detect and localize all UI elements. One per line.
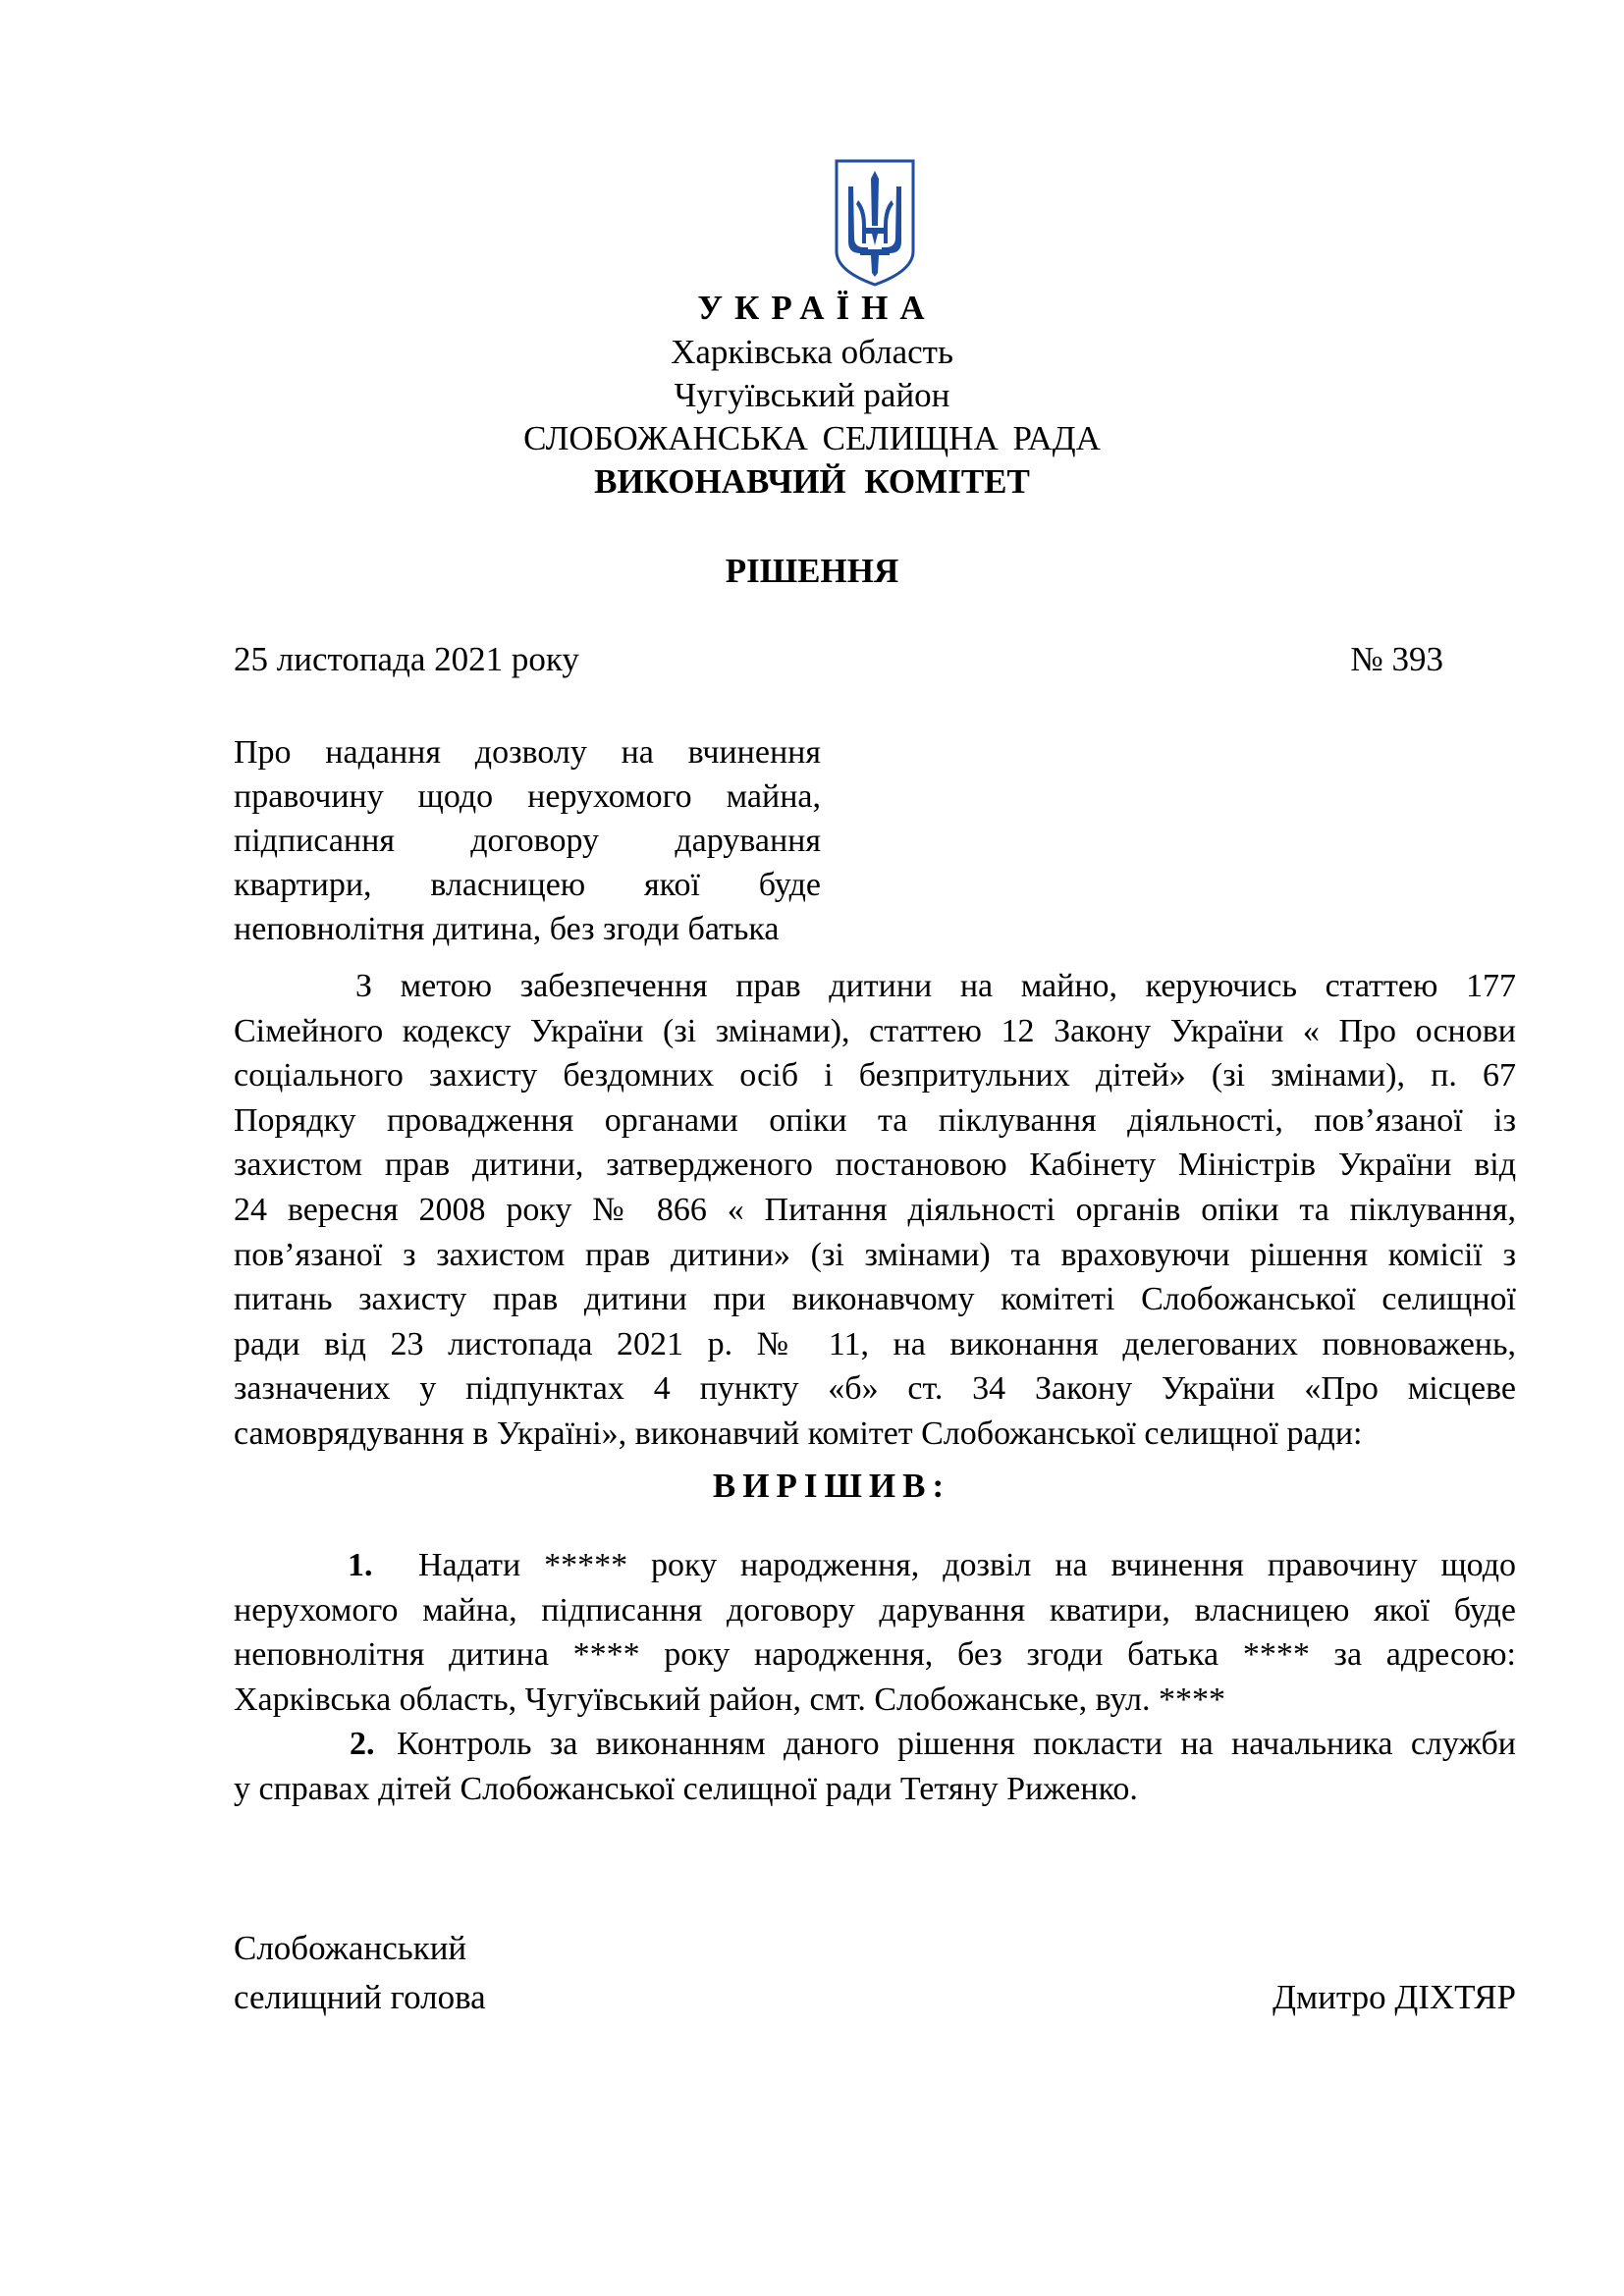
preamble-line: 24 вересня 2008 року № 866 « Питання діяльності органів опіки та піклування, <box>234 1191 1516 1228</box>
preamble-line: пов’язаної з захистом прав дитини» (зі змінами) та враховуючи рішення комісії з <box>234 1236 1516 1273</box>
preamble-line: зазначених у підпунктах 4 пункту «б» ст. 34 Закону України «Про місцеве <box>234 1370 1516 1408</box>
subject-line: неповнолітня дитина, без згоди батька <box>234 911 780 947</box>
signatory-name: Дмитро ДІХТЯР <box>1272 1978 1516 2016</box>
region-name: Харківська область <box>671 333 953 371</box>
preamble-paragraph <box>234 964 1516 1457</box>
item-number: 2. <box>350 1726 375 1763</box>
item-number: 1. <box>348 1547 373 1583</box>
subject-line: Про надання дозволу на вчинення <box>234 734 821 771</box>
preamble-line: питань захисту прав дитини при виконавчому комітеті Слобожанської селищної <box>234 1281 1516 1318</box>
signatory-position: Слобожанський <box>234 1929 467 1967</box>
subject-line: підписання договору дарування <box>234 823 821 859</box>
decision-number: № 393 <box>1350 640 1443 678</box>
preamble-line: ради від 23 листопада 2021 р. № 11, на виконання делегованих повноважень, <box>234 1325 1516 1362</box>
decision-items <box>234 1543 1516 1812</box>
item-line: неповнолітня дитина **** року народження, без згоди батька **** за адресою: <box>234 1636 1516 1674</box>
subject-line: квартири, власницею якої буде <box>234 867 821 903</box>
decision-date: 25 листопада 2021 року <box>234 640 579 678</box>
committee-name: ВИКОНАВЧИЙ КОМІТЕТ <box>594 462 1030 501</box>
preamble-line: Порядку провадження органами опіки та піклування діяльності, пов’язаної із <box>234 1101 1516 1139</box>
preamble-line: соціального захисту бездомних осіб і безпритульних дітей» (зі змінами), п. 67 <box>234 1057 1516 1095</box>
council-name: СЛОБОЖАНСЬКА СЕЛИЩНА РАДА <box>523 419 1101 457</box>
trident-coat-of-arms-icon <box>833 157 917 289</box>
item-line: у справах дітей Слобожанської селищної ради Тетяну Риженко. <box>234 1770 1138 1807</box>
document-type-title: РІШЕННЯ <box>725 552 899 590</box>
signatory-position: селищний голова <box>234 1978 486 2016</box>
list-item <box>255 1543 1516 1588</box>
decision-subject <box>234 730 821 951</box>
item-line: Контроль за виконанням даного рішення покласти на начальника служби <box>397 1726 1516 1763</box>
item-line: нерухомого майна, підписання договору дарування кватири, власницею якої буде <box>234 1591 1516 1629</box>
subject-line: правочину щодо нерухомого майна, <box>234 778 821 815</box>
district-name: Чугуївський район <box>674 376 950 414</box>
item-line: Надати ***** року народження, дозвіл на вчинення правочину щодо <box>418 1547 1516 1583</box>
preamble-line: Сімейного кодексу України (зі змінами), статтею 12 Закону України « Про основи <box>234 1012 1516 1049</box>
preamble-line: самоврядування в Україні», виконавчий комітет Слобожанської селищної ради: <box>234 1415 1363 1452</box>
preamble-line: З метою забезпечення прав дитини на майно, керуючись статтею 177 <box>355 968 1516 1004</box>
preamble-line: захистом прав дитини, затвердженого постановою Кабінету Міністрів України від <box>234 1147 1516 1184</box>
list-item <box>234 1722 1516 1767</box>
decided-heading: ВИРІШИВ: <box>712 1467 951 1505</box>
country-name: УКРАЇНА <box>697 289 937 327</box>
item-line: Харківська область, Чугуївський район, смт. Слобожанське, вул. **** <box>234 1681 1225 1718</box>
